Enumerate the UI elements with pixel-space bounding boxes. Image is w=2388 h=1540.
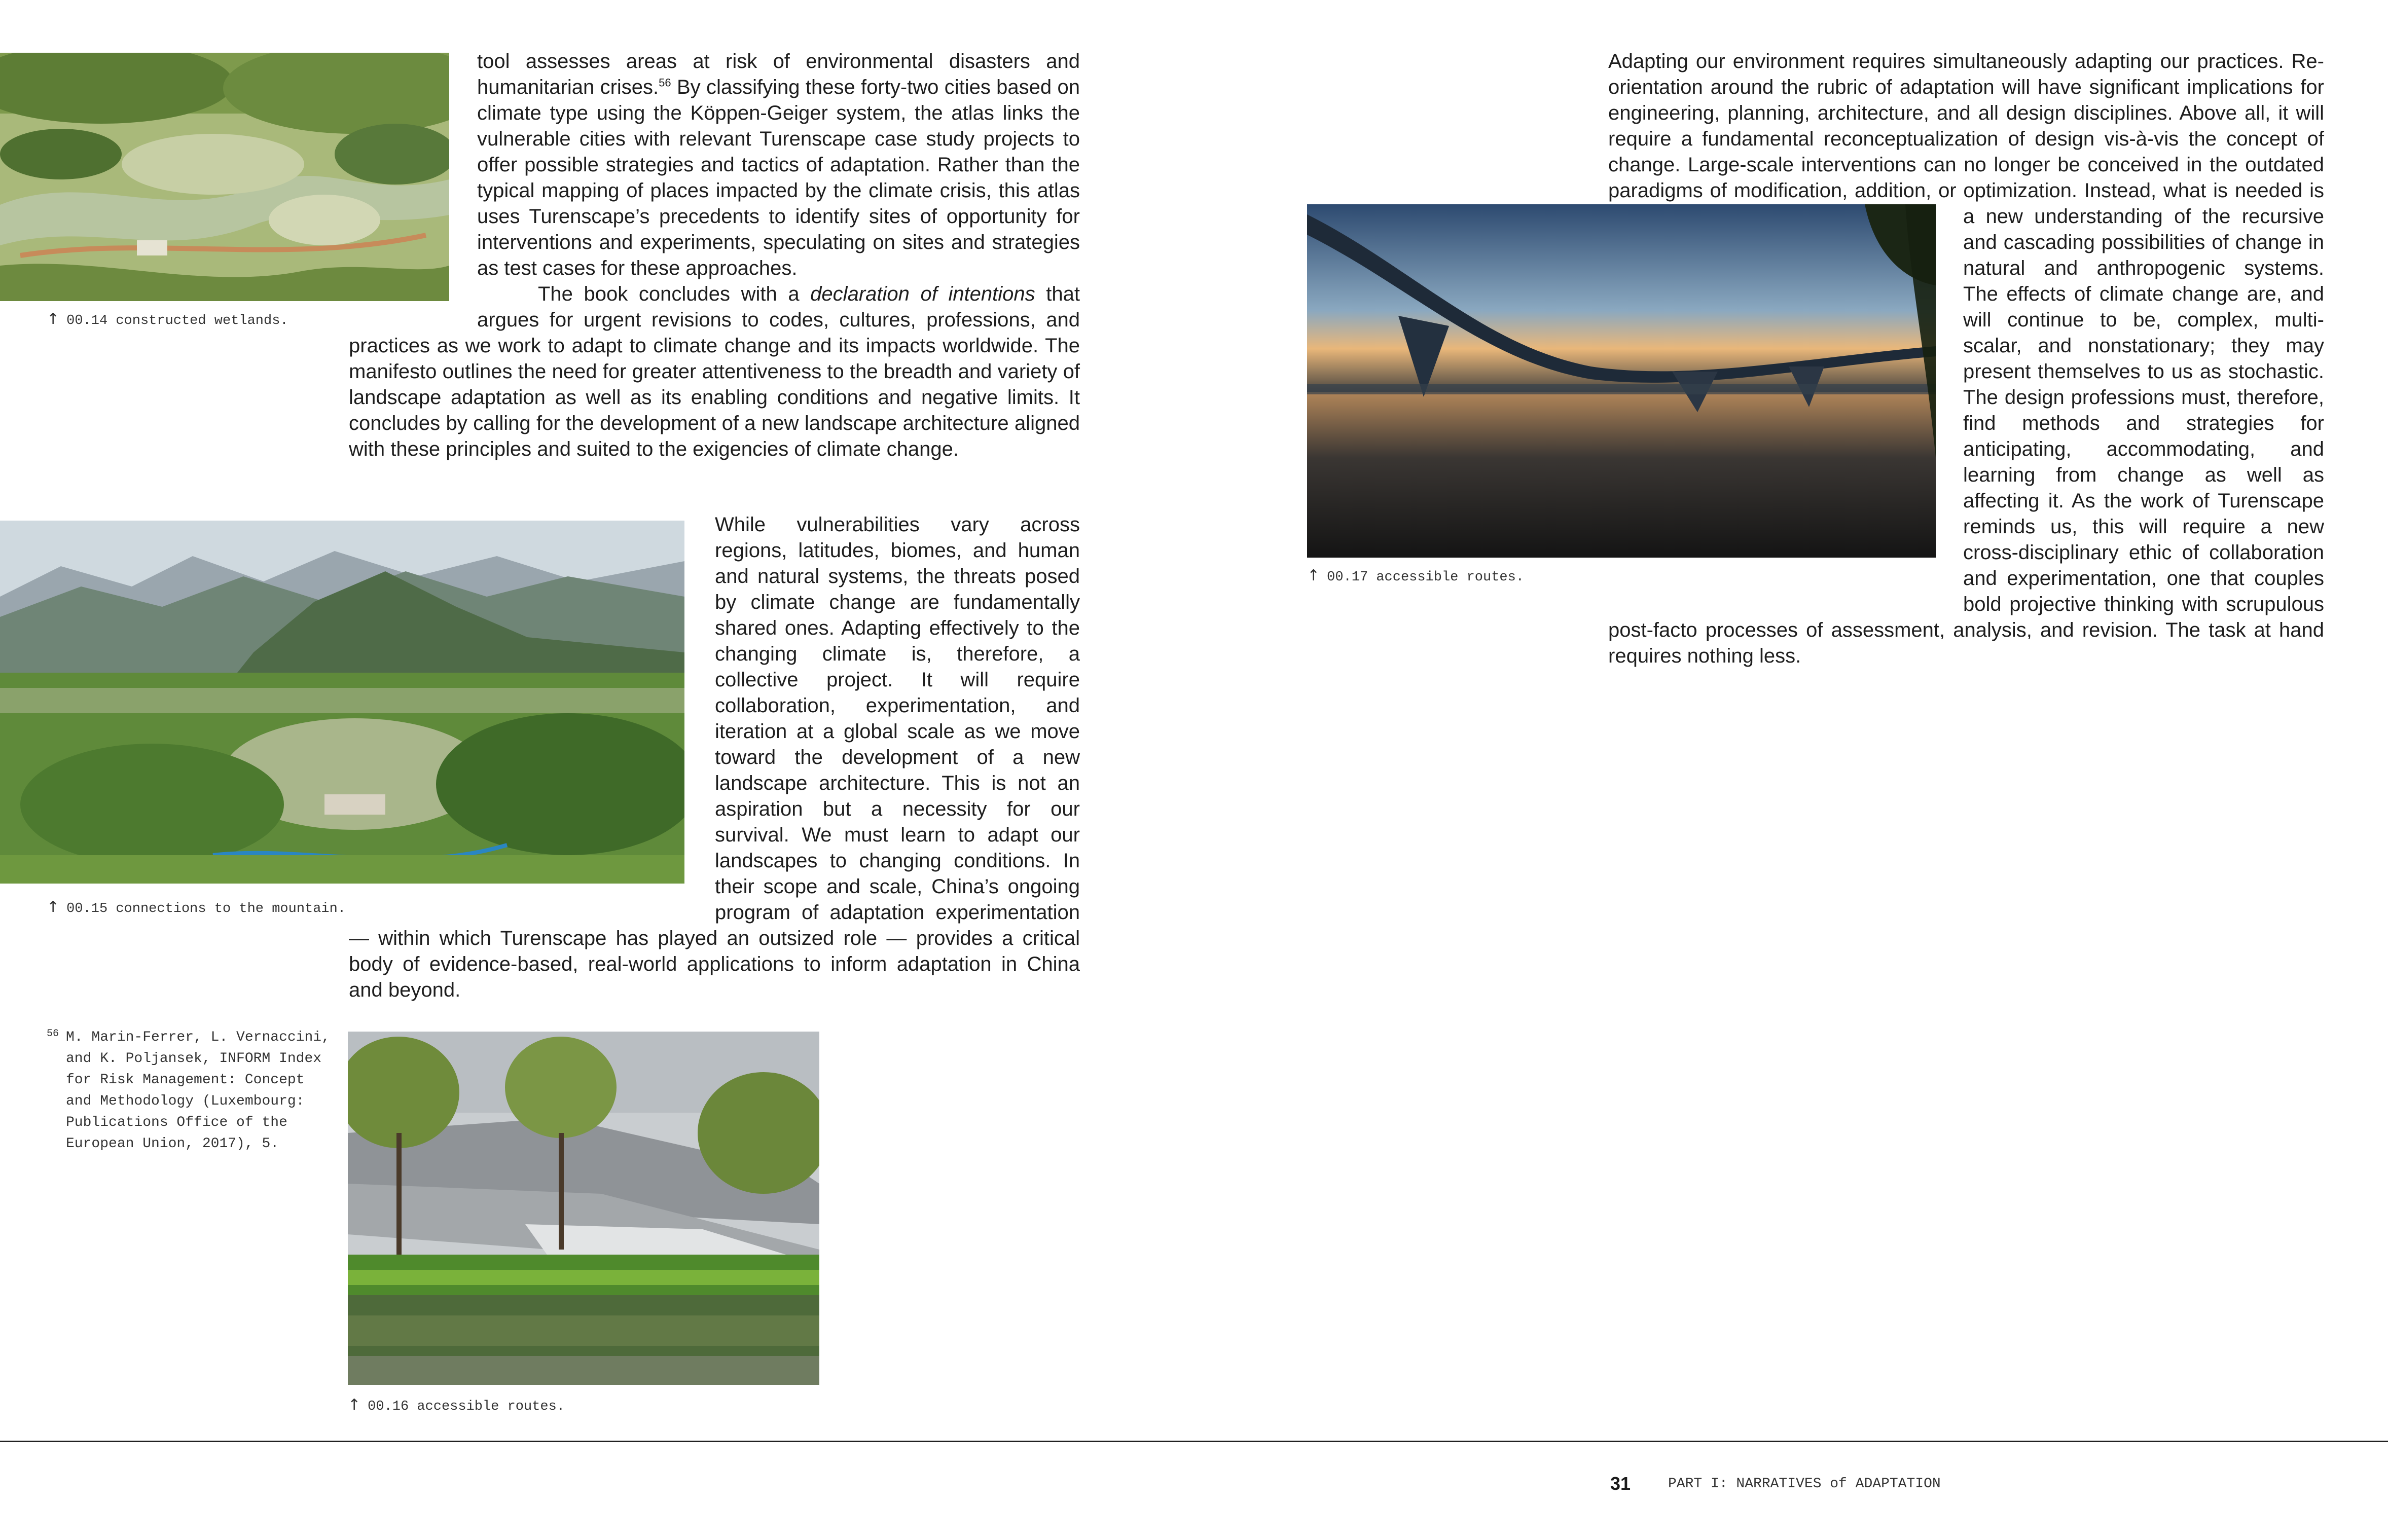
arrow-up-icon: ↑ <box>47 310 60 328</box>
footer-rule <box>0 1441 2388 1442</box>
fig15-caption: ↑ 00.15 connections to the mountain. <box>47 898 346 916</box>
fig16-photo <box>348 1032 819 1385</box>
left-text-block-2 <box>349 512 1080 1003</box>
fig14-caption: ↑ 00.14 constructed wetlands. <box>47 310 288 328</box>
fig14-photo <box>0 53 449 301</box>
arrow-up-icon: ↑ <box>47 898 60 916</box>
emphasis-declaration: declaration of intentions <box>810 283 1035 305</box>
fig15-float-spacer <box>349 512 715 923</box>
right-paragraph-1: Adapting our environment requires simultaneously adapting our practices. Re-orientation around the rubric of adaptation will have significant implications for engineering, planning, architecture, and all design disciplines. Above all, it will require a fundamental reconceptualization of design vis-à-vis the concept of change. Large-scale interventions can no longer be conceived in the outdated paradigms of modification, addition, or optimization. Instead, what is needed is a new understanding of the recursive and cascading possibilities of change in natural and anthropogenic systems. The effects of climate change are, and will continue to be, complex, multi-scalar, and nonstationary; they may present themselves to us as stochastic. The design professions must, therefore, find methods and strategies for anticipating, accommodating, and learning from change as well as affecting it. As the work of Turenscape reminds us, this will require a new cross-disciplinary ethic of collaboration and experimentation, one that couples bold projective thinking with scrupulous post-facto processes of assessment, analysis, and revision. The task at hand requires nothing less. <box>1608 50 2324 667</box>
footnote-56: 56 M. Marin-Ferrer, L. Vernaccini, and K. Poljansek, INFORM Index for Risk Management: Concept and Methodology (Luxembourg: Publications Office of the European Union, 2017), 5. <box>47 1028 330 1152</box>
fig17-caption: ↑ 00.17 accessible routes. <box>1307 567 1525 585</box>
left-paragraph-3: While vulnerabilities vary across regions, latitudes, biomes, and human and natural systems, the threats posed by climate change are fundamentally shared ones. Adapting effectively to the changing climate is, therefore, a collective project. It will require collaboration, experimentation, and iteration at a global scale as we move toward the development of a new landscape architecture. This is not an aspiration but a necessity for our survival. We must learn to adapt our landscapes to changing conditions. In their scope and scale, China’s ongoing program of adaptation experimentation — within which Turenscape has played an outsized role — provides a critical body of evidence-based, real-world applications to inform adaptation in China and beyond. <box>349 514 1080 1001</box>
right-text-block <box>1608 49 2324 669</box>
left-paragraph-1: tool assesses areas at risk of environmental disasters and humanitarian crises.$^{56}$ By classifying these forty-two cities based on climate type using the Köppen-Geiger system, the atlas links the vulnerable cities with relevant Turenscape case study projects to offer possible strategies and tactics of adaptation. Rather than the typical mapping of places impacted by the climate crisis, this atlas uses Turenscape’s precedents to identify sites of opportunity for interventions and experiments, speculating on sites and strategies as test cases for these approaches. <box>477 50 1080 279</box>
left-text-block-1 <box>349 49 1080 462</box>
fig16-caption: ↑ 00.16 accessible routes. <box>348 1396 565 1414</box>
arrow-up-icon: ↑ <box>348 1396 361 1414</box>
arrow-up-icon: ↑ <box>1307 567 1320 584</box>
pavilion-image <box>348 1032 819 1385</box>
footnote-ref-56[interactable]: 56 <box>659 76 671 89</box>
footnote-text: M. Marin-Ferrer, L. Vernaccini, and K. Poljansek, INFORM Index for Risk Management: Concept and Methodology (Luxembourg: Publications Office of the European Union, 2017), 5. <box>66 1030 330 1152</box>
left-paragraph-2: The book concludes with a declaration of intentions that argues for urgent revisions to codes, cultures, professions, and practices as we work to adapt to climate change and its impacts worldwide. The manifesto outlines the need for greater attentiveness to the breadth and variety of landscape adaptation as well as its enabling conditions and negative limits. It concludes by calling for the development of a new landscape architecture aligned with these principles and suited to the exigencies of climate change. <box>349 283 1080 460</box>
page-number: 31 <box>1610 1473 1631 1494</box>
wetlands-image <box>0 53 449 301</box>
running-head: PART I: NARRATIVES of ADAPTATION <box>1668 1476 1941 1492</box>
fig17-float-spacer <box>1608 204 1963 617</box>
